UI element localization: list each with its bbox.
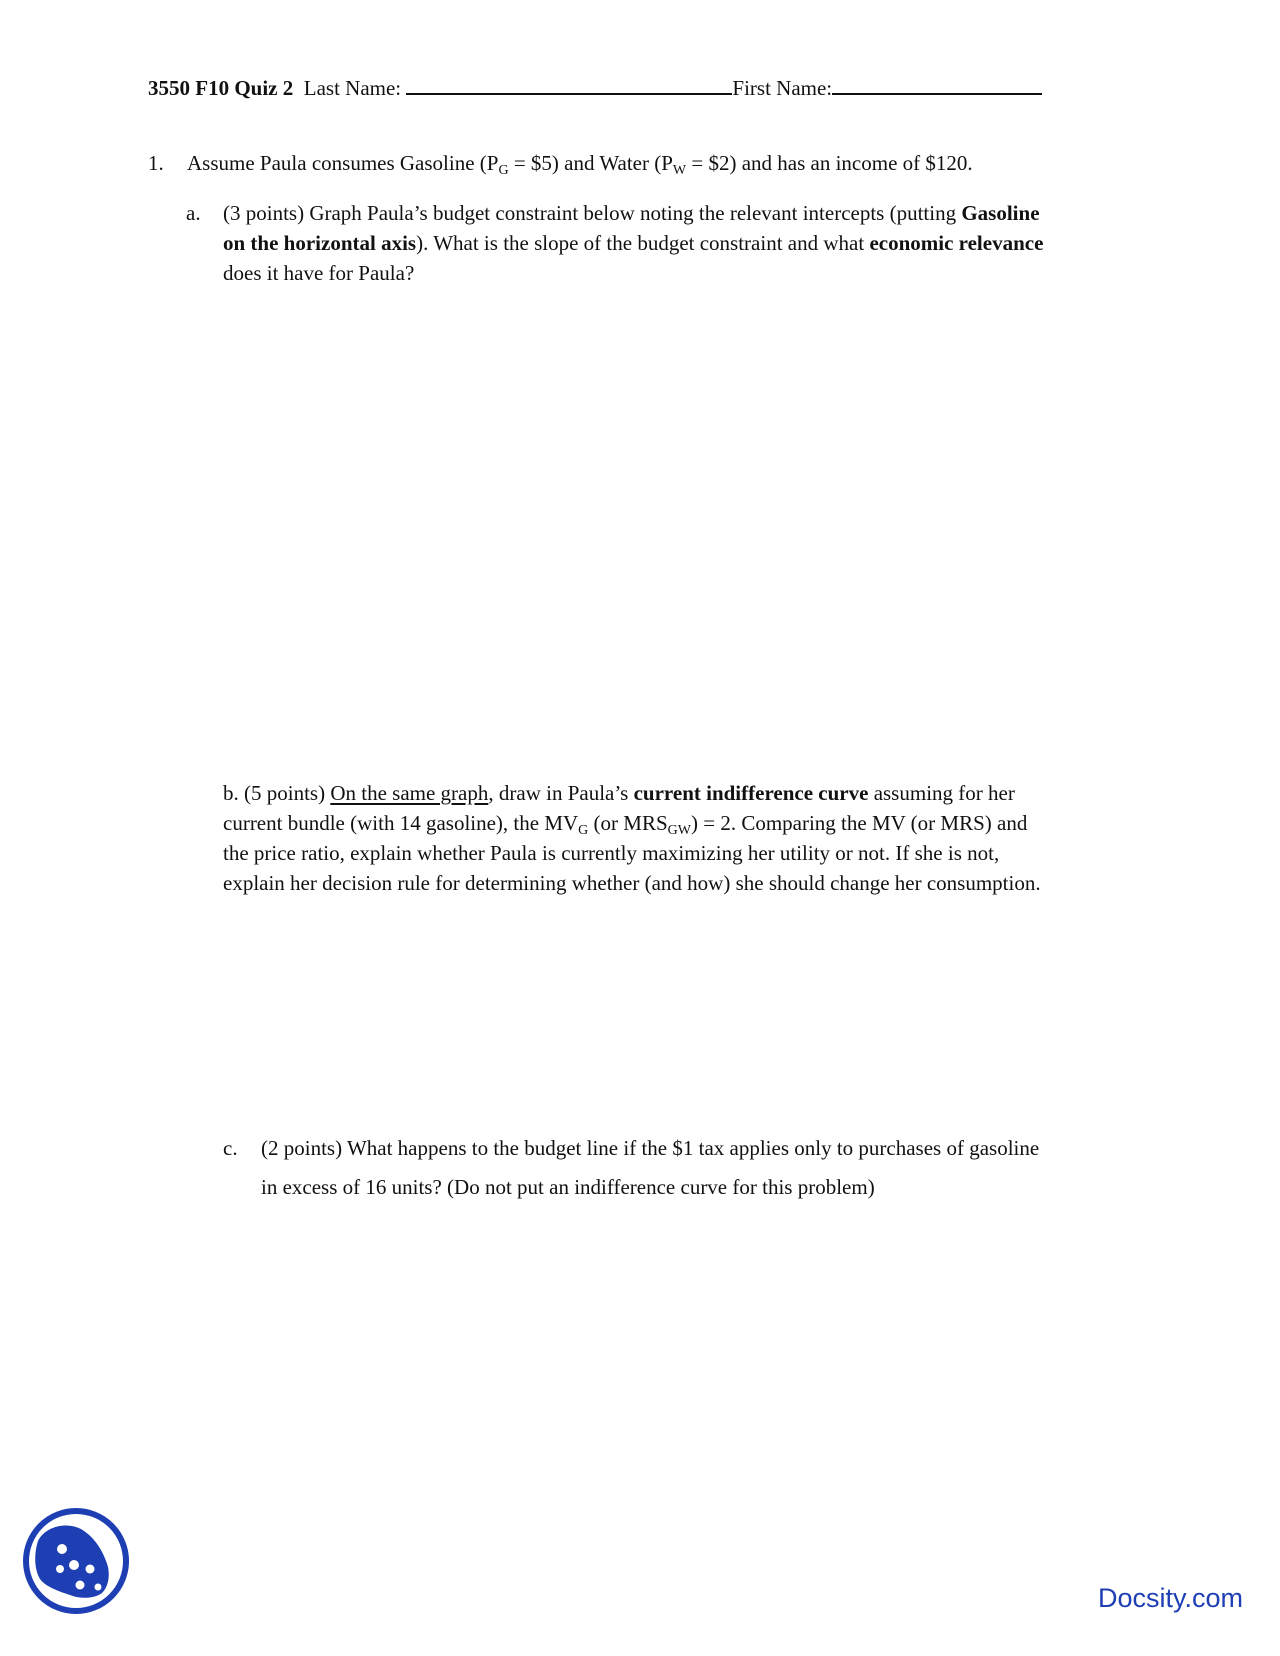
part-b-l2-sub1: G (578, 823, 589, 838)
part-b-l1-bold: current indifference curve (633, 781, 869, 805)
part-c-line-1: (2 points) What happens to the budget line if the $1 tax applies only to purchases of gasoline (261, 1136, 1040, 1160)
last-name-label: Last Name: (303, 76, 402, 100)
docsity-brand-link[interactable]: Docsity.com (1098, 1583, 1244, 1613)
part-c-letter: c. (223, 1136, 238, 1160)
part-a-letter: a. (186, 201, 201, 225)
part-b-l1-post: assuming for her (868, 781, 1015, 805)
part-c-line-2: in excess of 16 units? (Do not put an indifference curve for this problem) (261, 1175, 875, 1199)
quiz-header (148, 73, 1042, 101)
q1-text-a: Assume Paula consumes Gasoline (P (187, 151, 499, 175)
part-b-line-4: explain her decision rule for determining whether (and how) she should change her consumption. (223, 871, 1041, 895)
q1-sub-w: W (672, 163, 687, 178)
first-name-field[interactable] (832, 73, 1042, 95)
question-1-text (187, 151, 973, 176)
part-b-line-1 (223, 781, 1015, 806)
part-a-l1-text: (3 points) Graph Paula’s budget constraint below noting the relevant intercepts (putting (223, 201, 962, 225)
part-b-line-2 (223, 811, 1027, 836)
part-b-line-3: the price ratio, explain whether Paula is currently maximizing her utility or not. If she is not, (223, 841, 1000, 865)
part-a-l2-text: ). What is the slope of the budget constraint and what (416, 231, 870, 255)
quiz-id: 3550 F10 Quiz 2 (148, 76, 294, 100)
part-a-line-2 (223, 231, 1043, 256)
part-b-l1-pre: b. (5 points) (223, 781, 331, 805)
q1-text-c: = $2) and has an income of $120. (686, 151, 973, 175)
part-a-line-1 (223, 201, 1040, 226)
part-b-l2-mid: (or MRS (588, 811, 668, 835)
part-a-line-3: does it have for Paula? (223, 261, 415, 285)
q1-text-b: = $5) and Water (P (508, 151, 673, 175)
part-a-l1-bold: Gasoline (961, 201, 1040, 225)
part-b-l1-mid: , draw in Paula’s (488, 781, 634, 805)
part-b-l2-pre: current bundle (with 14 gasoline), the MV (223, 811, 579, 835)
question-1-number: 1. (148, 151, 164, 175)
part-b-l2-sub2: GW (667, 823, 691, 838)
part-a-l2-bold2: economic relevance (869, 231, 1044, 255)
last-name-field[interactable] (406, 73, 732, 95)
docsity-logo-icon (22, 1507, 130, 1615)
part-b-l1-underline: On the same graph (330, 781, 489, 805)
first-name-label: First Name: (732, 76, 833, 100)
part-b-l2-post: ) = 2. Comparing the MV (or MRS) and (690, 811, 1028, 835)
part-a-l2-bold: on the horizontal axis (223, 231, 417, 255)
q1-sub-g: G (498, 163, 509, 178)
